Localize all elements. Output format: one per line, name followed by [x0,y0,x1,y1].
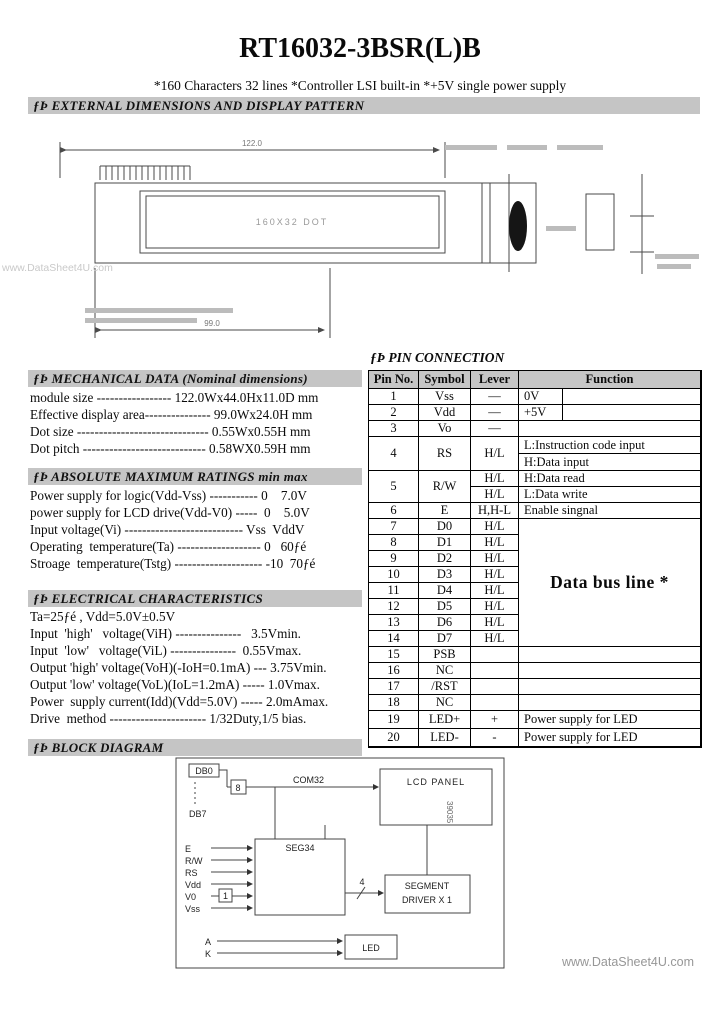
spec-line: Dot size ------------------------------ 0.55Wx0.55H mm [30,424,311,439]
spec-line: Output 'low' voltage(VoL)(IoL=1.2mA) ----- 1.0Vmax. [30,677,320,692]
dim-width-label: 122.0 [241,139,263,148]
symbol-cell: E [419,503,471,519]
pin-connection-table [368,370,702,748]
function-cell [519,421,701,437]
symbol-cell: D7 [419,631,471,647]
function-subcell: +5V [519,405,563,420]
pin-cell: 14 [369,631,419,647]
lever-cell [471,471,519,503]
function-cell [519,471,701,503]
block-diagram [175,757,505,970]
illegible-text-marks [85,145,699,323]
function-cell [519,647,701,663]
electrical-specs [30,608,328,727]
spec-line: Stroage temperature(Tstg) -------------------- -10 70ƒé [30,556,316,571]
controller-label: SEG34 [285,843,315,853]
lever-cell: H/L [471,535,519,551]
pin-cell: 17 [369,679,419,695]
lcd-panel-label: LCD PANEL [406,777,466,787]
symbol-cell: D1 [419,535,471,551]
function-cell [519,663,701,679]
symbol-cell: PSB [419,647,471,663]
col-header-pin: Pin No. [369,371,419,389]
cathode-label: K [205,949,212,959]
lever-subrow: H/L [484,487,505,502]
led-label: LED [362,943,380,953]
lever-cell: — [471,405,519,421]
dimension-drawing [30,116,710,350]
pin-cell: 16 [369,663,419,679]
function-cell [519,437,701,471]
pin-cell: 1 [369,389,419,405]
mechanical-specs [30,389,318,457]
electrical-condition: Ta=25ƒé , Vdd=5.0V±0.5V [30,609,176,624]
signal-vdd-label: Vdd [185,880,202,890]
function-subrow: H:Data input [524,454,589,469]
ratings-specs [30,487,315,572]
symbol-cell: Vdd [419,405,471,421]
function-cell [519,389,701,405]
symbol-cell: D5 [419,599,471,615]
spec-line: Power supply current(Idd)(Vdd=5.0V) ----- 2.0mAmax. [30,694,329,709]
pin-cell: 10 [369,567,419,583]
symbol-cell: Vo [419,421,471,437]
spec-line: Input voltage(Vi) --------------------------- Vss VddV [30,522,305,537]
com32-label: COM32 [293,775,325,785]
function-subrow: H:Data read [519,471,700,487]
spec-line: Power supply for logic(Vdd-Vss) ----------- 0 7.0V [30,488,307,503]
spec-line: Operating temperature(Ta) ------------------- 0 60ƒé [30,539,307,554]
symbol-cell: D4 [419,583,471,599]
section-ratings-header: ƒÞ ABSOLUTE MAXIMUM RATINGS min max [28,468,362,485]
bus-width-label: 8 [235,783,241,793]
watermark-right: www.DataSheet4U.com [562,955,695,969]
dim-display-label: 99.0 [204,319,220,328]
segment-driver-label-2: DRIVER X 1 [401,895,453,905]
symbol-cell: D2 [419,551,471,567]
symbol-cell: Vss [419,389,471,405]
signal-e-label: E [185,844,192,854]
function-subrow: L:Instruction code input [519,437,700,454]
display-pattern-label: 160X32 DOT [255,217,329,227]
watermark-left: www.DataSheet4U.com [2,262,113,274]
pin-cell: 20 [369,729,419,747]
col-header-function: Function [519,371,701,389]
pin-cell: 12 [369,599,419,615]
section-block-header: ƒÞ BLOCK DIAGRAM [28,739,362,756]
pin-cell: 19 [369,711,419,729]
pin-cell: 15 [369,647,419,663]
anode-label: A [205,937,212,947]
symbol-cell: D0 [419,519,471,535]
symbol-cell: NC [419,695,471,711]
spec-line: Effective display area--------------- 99.0Wx24.0H mm [30,407,313,422]
spec-line: Drive method ---------------------- 1/32Duty,1/5 bias. [30,711,307,726]
lever-cell: + [471,711,519,729]
section-external-header: ƒÞ EXTERNAL DIMENSIONS AND DISPLAY PATTERN [28,97,700,114]
pin-cell: 2 [369,405,419,421]
segment-driver-label-1: SEGMENT [404,881,450,891]
symbol-cell: R/W [419,471,471,503]
lever-cell [471,647,519,663]
lever-cell: H,H-L [471,503,519,519]
symbol-cell: RS [419,437,471,471]
data-bus-merged-cell: Data bus line * [519,519,701,647]
page-subtitle: *160 Characters 32 lines *Controller LSI built-in *+5V single power supply [153,78,567,93]
lever-cell: H/L [471,599,519,615]
function-cell: Power supply for LED [519,729,701,747]
db0-label: DB0 [195,766,213,776]
symbol-cell: NC [419,663,471,679]
lever-cell: — [471,389,519,405]
lever-cell: H/L [471,567,519,583]
lever-cell: H/L [471,519,519,535]
function-cell: Enable singnal [519,503,701,519]
lever-cell: H/L [471,437,519,471]
lever-cell: H/L [471,583,519,599]
function-cell: Power supply for LED [519,711,701,729]
lever-cell [471,663,519,679]
section-mechanical-header: ƒÞ MECHANICAL DATA (Nominal dimensions) [28,370,362,387]
lever-cell: H/L [471,551,519,567]
spec-line: module size ----------------- 122.0Wx44.0Hx11.0D mm [30,390,319,405]
signal-rs-label: RS [185,868,198,878]
pin-connection-title: ƒÞ PIN CONNECTION [370,350,505,365]
lever-subrow: H/L [471,471,518,487]
symbol-cell: LED- [419,729,471,747]
signal-v0-label: V0 [185,892,197,902]
lever-cell [471,695,519,711]
pin-cell: 3 [369,421,419,437]
pin-cell: 4 [369,437,419,471]
function-subrow: L:Data write [524,487,588,502]
pin-cell: 6 [369,503,419,519]
spec-line: Input 'high' voltage(ViH) --------------- 3.5Vmin. [30,626,301,641]
block-diagram-lines [176,758,504,968]
signal-rw-label: R/W [185,856,203,866]
pin-cell: 5 [369,471,419,503]
col-header-symbol: Symbol [419,371,471,389]
pin-cell: 18 [369,695,419,711]
lever-cell: H/L [471,615,519,631]
spec-line: Input 'low' voltage(ViL) --------------- 0.55Vmax. [30,643,302,658]
function-cell [519,695,701,711]
function-cell [519,679,701,695]
spec-line: Dot pitch ---------------------------- 0.58WX0.59H mm [30,441,311,456]
pin-cell: 9 [369,551,419,567]
symbol-cell: LED+ [419,711,471,729]
symbol-cell: /RST [419,679,471,695]
section-electrical-header: ƒÞ ELECTRICAL CHARACTERISTICS [28,590,362,607]
lever-cell: — [471,421,519,437]
col-header-lever: Lever [471,371,519,389]
lever-cell: - [471,729,519,747]
pin-cell: 13 [369,615,419,631]
symbol-cell: D3 [419,567,471,583]
spec-line: Output 'high' voltage(VoH)(-IoH=0.1mA) --- 3.75Vmin. [30,660,327,675]
signal-vss-label: Vss [185,904,201,914]
page-title: RT16032-3BSR(L)B [239,33,481,64]
spec-line: power supply for LCD drive(Vdd-V0) ----- 0 5.0V [30,505,310,520]
function-subcell: 0V [519,389,563,404]
pin-cell: 11 [369,583,419,599]
lever-cell [471,679,519,695]
pin-cell: 7 [369,519,419,535]
one-label: 1 [222,891,229,901]
function-cell [519,405,701,421]
four-label: 4 [359,877,365,887]
db7-label: DB7 [189,809,207,819]
backlight-lens [509,201,527,251]
symbol-cell: D6 [419,615,471,631]
side-code-label: 39035 [445,801,454,824]
pin-cell: 8 [369,535,419,551]
lever-cell: H/L [471,631,519,647]
